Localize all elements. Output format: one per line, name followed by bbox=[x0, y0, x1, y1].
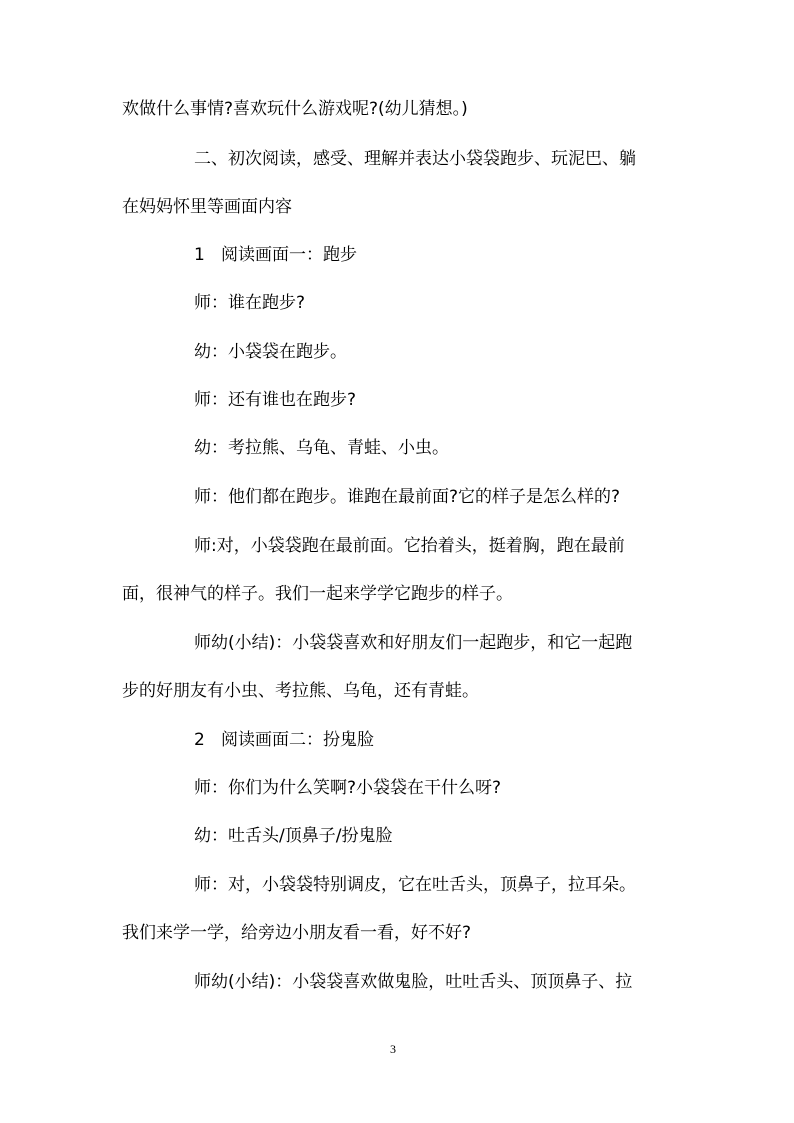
dialogue-line: 师：你们为什么笑啊?小袋袋在干什么呀? bbox=[194, 778, 502, 798]
section-heading: 二、初次阅读，感受、理解并表达小袋袋跑步、玩泥巴、躺 bbox=[194, 149, 636, 169]
text-line: 我们来学一学，给旁边小朋友看一看，好不好? bbox=[122, 923, 472, 943]
text-line: 面，很神气的样子。我们一起来学学它跑步的样子。 bbox=[122, 584, 513, 604]
subsection-heading: 2 阅读画面二：扮鬼脸 bbox=[194, 730, 375, 750]
summary-line: 师幼(小结)：小袋袋喜欢做鬼脸，吐吐舌头、顶顶鼻子、拉 bbox=[194, 972, 633, 992]
dialogue-line: 幼：小袋袋在跑步。 bbox=[194, 342, 347, 362]
dialogue-line: 师：谁在跑步? bbox=[194, 293, 306, 313]
dialogue-line: 师：还有谁也在跑步? bbox=[194, 390, 357, 410]
text-line: 欢做什么事情?喜欢玩什么游戏呢?(幼儿猜想。) bbox=[122, 99, 468, 119]
summary-line: 师幼(小结)：小袋袋喜欢和好朋友们一起跑步，和它一起跑 bbox=[194, 633, 633, 653]
page-number: 3 bbox=[390, 1042, 396, 1056]
dialogue-line: 幼：考拉熊、乌龟、青蛙、小虫。 bbox=[194, 438, 449, 458]
dialogue-line: 师：他们都在跑步。谁跑在最前面?它的样子是怎么样的? bbox=[194, 487, 621, 507]
dialogue-line: 幼：吐舌头/顶鼻子/扮鬼脸 bbox=[194, 826, 393, 846]
text-line: 步的好朋友有小虫、考拉熊、乌龟，还有青蛙。 bbox=[122, 681, 479, 701]
dialogue-line: 师:对，小袋袋跑在最前面。它抬着头，挺着胸，跑在最前 bbox=[194, 536, 625, 556]
subsection-heading: 1 阅读画面一：跑步 bbox=[194, 245, 358, 265]
text-line: 在妈妈怀里等画面内容 bbox=[122, 197, 292, 217]
dialogue-line: 师：对，小袋袋特别调皮，它在吐舌头，顶鼻子，拉耳朵。 bbox=[194, 875, 636, 895]
